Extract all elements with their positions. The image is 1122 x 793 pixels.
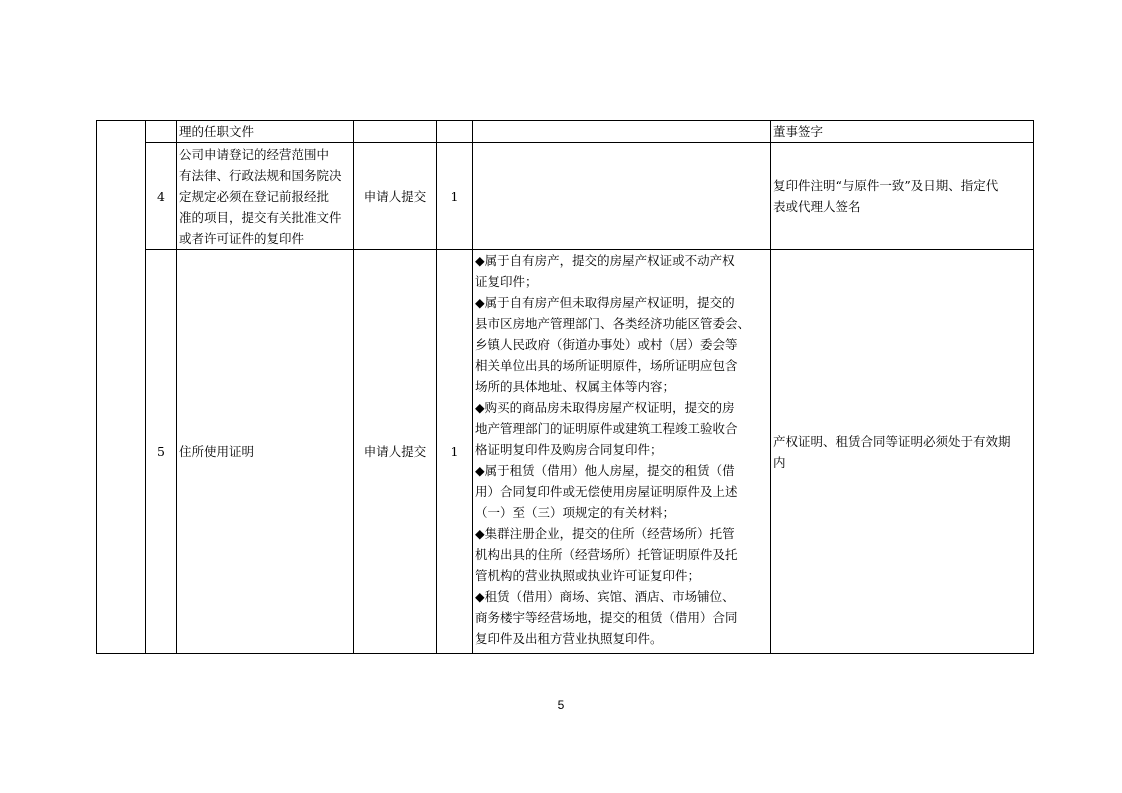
material-note	[771, 250, 1034, 654]
category-cell	[97, 121, 146, 654]
material-note	[771, 143, 1034, 250]
material-name-line: 公司申请登记的经营范围中	[179, 146, 330, 162]
row-number: 4	[146, 143, 177, 250]
requirement-line: 商务楼宇等经营场地，提交的租赁（借用）合同	[475, 610, 738, 625]
requirement-line: 乡镇人民政府（街道办事处）或村（居）委会等	[475, 337, 738, 352]
requirement-line: 机构出具的住所（经营场所）托管证明原件及托	[475, 547, 738, 562]
requirement-line: 场所的具体地址、权属主体等内容；	[475, 379, 676, 394]
material-copies	[437, 121, 473, 143]
material-copies: 1	[437, 250, 473, 654]
note-line: 表或代理人签名	[773, 199, 861, 214]
note-line: 产权证明、租赁合同等证明必须处于有效期	[773, 433, 1011, 449]
requirement-line: 复印件及出租方营业执照复印件。	[475, 631, 663, 646]
table-row	[97, 121, 1034, 143]
material-name-line: 有法律、行政法规和国务院决	[179, 167, 342, 183]
material-copies: 1	[437, 143, 473, 250]
table-row	[97, 143, 1034, 250]
material-name-line: 定规定必须在登记前报经批	[179, 188, 330, 204]
requirement-line: ◆购买的商品房未取得房屋产权证明，提交的房	[475, 400, 735, 415]
material-name: 住所使用证明	[177, 250, 354, 654]
material-source: 申请人提交	[354, 143, 437, 250]
material-requirements	[473, 143, 771, 250]
row-number	[146, 121, 177, 143]
material-source: 申请人提交	[354, 250, 437, 654]
requirement-line: 相关单位出具的场所证明原件，场所证明应包含	[475, 358, 738, 373]
requirement-line: ◆集群注册企业，提交的住所（经营场所）托管	[475, 526, 735, 541]
material-name-line: 准的项目，提交有关批准文件	[179, 209, 342, 225]
material-name-line: 或者许可证件的复印件	[179, 230, 305, 246]
material-requirements	[473, 250, 771, 654]
requirement-line: ◆租赁（借用）商场、宾馆、酒店、市场铺位、	[475, 589, 735, 604]
requirement-line: （一）至（三）项规定的有关材料；	[475, 505, 676, 520]
requirement-line: 用）合同复印件或无偿使用房屋证明原件及上述	[475, 484, 738, 499]
requirement-line: 证复印件；	[475, 274, 538, 289]
requirement-line: ◆属于租赁（借用）他人房屋，提交的租赁（借	[475, 463, 735, 478]
requirement-line: 地产管理部门的证明原件或建筑工程竣工验收合	[475, 421, 738, 436]
page-number: 5	[557, 698, 565, 712]
requirement-line: 管机构的营业执照或执业许可证复印件；	[475, 568, 701, 583]
row-number: 5	[146, 250, 177, 654]
material-name: 理的任职文件	[177, 121, 354, 143]
requirement-line: ◆属于自有房产，提交的房屋产权证或不动产权	[475, 253, 735, 268]
note-line: 内	[773, 454, 786, 470]
material-name	[177, 143, 354, 250]
note-line: 复印件注明“与原件一致”及日期、指定代	[773, 178, 999, 193]
table-row	[97, 250, 1034, 654]
requirement-line: ◆属于自有房产但未取得房屋产权证明，提交的	[475, 295, 735, 310]
requirement-line: 格证明复印件及购房合同复印件；	[475, 442, 663, 457]
material-source	[354, 121, 437, 143]
materials-table	[96, 120, 1034, 654]
requirement-line: 县市区房地产管理部门、各类经济功能区管委会、	[475, 316, 751, 331]
material-note: 董事签字	[771, 121, 1034, 143]
material-requirements	[473, 121, 771, 143]
